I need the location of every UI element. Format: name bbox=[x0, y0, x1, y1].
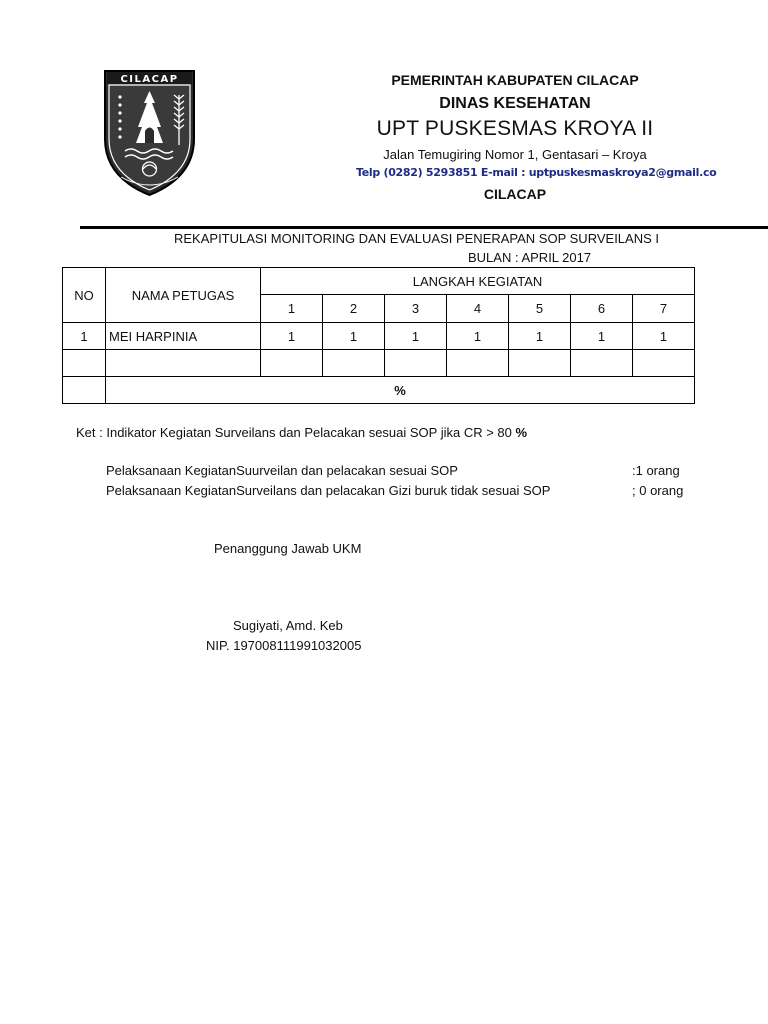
cell-value: 1 bbox=[509, 323, 571, 350]
cell-name: MEI HARPINIA bbox=[106, 323, 261, 350]
letterhead-address: Jalan Temugiring Nomor 1, Gentasari – Kroya bbox=[383, 147, 647, 162]
letterhead-institution: UPT PUSKESMAS KROYA II bbox=[376, 117, 654, 140]
signature-name: Sugiyati, Amd. Keb bbox=[233, 618, 343, 633]
logo-text: CILACAP bbox=[120, 74, 179, 85]
table-row-percent bbox=[63, 377, 695, 404]
monitoring-table bbox=[62, 267, 695, 404]
note-ket-percent: % bbox=[515, 425, 528, 440]
cell-empty bbox=[106, 350, 261, 377]
letterhead-department: DINAS KESEHATAN bbox=[439, 95, 591, 112]
cell-value: 1 bbox=[571, 323, 633, 350]
signature-nip: NIP. 197008111991032005 bbox=[206, 638, 362, 653]
header-step: 2 bbox=[323, 295, 385, 323]
header-step: 6 bbox=[571, 295, 633, 323]
cell-value: 1 bbox=[633, 323, 695, 350]
signature-role: Penanggung Jawab UKM bbox=[214, 541, 362, 556]
cell-value: 1 bbox=[385, 323, 447, 350]
cell-empty bbox=[63, 377, 106, 404]
header-no: NO bbox=[63, 268, 106, 323]
note-ket-prefix: Ket : bbox=[76, 425, 107, 440]
note-ket-text: Indikator Kegiatan Surveilans dan Pelacakan sesuai SOP jika CR > 80 bbox=[106, 425, 516, 440]
header-step: 5 bbox=[509, 295, 571, 323]
header-step: 4 bbox=[447, 295, 509, 323]
header-step: 7 bbox=[633, 295, 695, 323]
report-title: REKAPITULASI MONITORING DAN EVALUASI PENERAPAN SOP SURVEILANS I bbox=[174, 231, 659, 246]
letterhead-contact: Telp (0282) 5293851 E-mail : uptpuskesmaskroya2@gmail.co bbox=[356, 166, 717, 179]
cell-empty bbox=[633, 350, 695, 377]
note-line1-text: Pelaksanaan KegiatanSuurveilan dan pelacakan sesuai SOP bbox=[106, 463, 458, 478]
cell-empty bbox=[385, 350, 447, 377]
note-indicator bbox=[76, 425, 527, 440]
cell-empty bbox=[571, 350, 633, 377]
table-row bbox=[63, 323, 695, 350]
letterhead-city: CILACAP bbox=[483, 186, 547, 202]
cilacap-emblem-logo bbox=[103, 69, 196, 197]
note-line1-value: :1 orang bbox=[632, 463, 680, 478]
header-step: 1 bbox=[261, 295, 323, 323]
cell-value: 1 bbox=[323, 323, 385, 350]
cell-percent: % bbox=[106, 377, 695, 404]
cell-empty bbox=[261, 350, 323, 377]
note-line2-value: ; 0 orang bbox=[632, 483, 684, 498]
cell-value: 1 bbox=[447, 323, 509, 350]
cell-value: 1 bbox=[261, 323, 323, 350]
cell-empty bbox=[63, 350, 106, 377]
cell-empty bbox=[509, 350, 571, 377]
report-month: BULAN : APRIL 2017 bbox=[468, 250, 592, 265]
cell-empty bbox=[447, 350, 509, 377]
table-row-empty bbox=[63, 350, 695, 377]
letterhead-divider bbox=[80, 226, 768, 229]
header-name: NAMA PETUGAS bbox=[106, 268, 261, 323]
cell-no: 1 bbox=[63, 323, 106, 350]
letterhead-government: PEMERINTAH KABUPATEN CILACAP bbox=[391, 72, 639, 88]
header-steps: LANGKAH KEGIATAN bbox=[261, 268, 695, 295]
cell-empty bbox=[323, 350, 385, 377]
note-line2-text: Pelaksanaan KegiatanSurveilans dan pelacakan Gizi buruk tidak sesuai SOP bbox=[106, 483, 551, 498]
header-step: 3 bbox=[385, 295, 447, 323]
